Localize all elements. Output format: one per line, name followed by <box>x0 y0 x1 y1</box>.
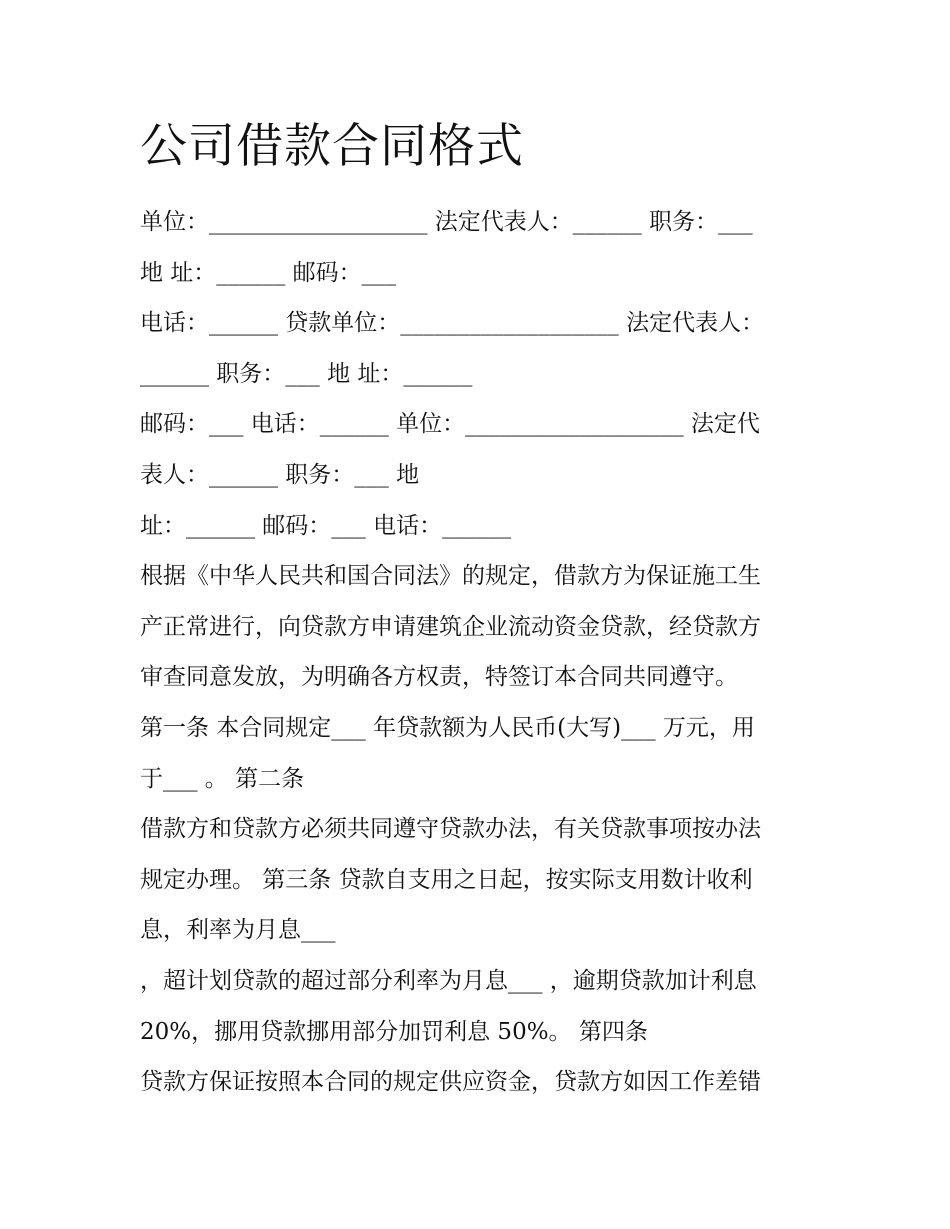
text-line-article-3b: ，超计划贷款的超过部分利率为月息___ ，逾期贷款加计利息 <box>140 967 757 994</box>
text-line-article-3a: 息，利率为月息___ <box>140 917 336 944</box>
text-line-party-b-title: ______ 职务：___ 地 址：______ <box>140 360 473 387</box>
text-line-party-c-title: 表人：______ 职务：___ 地 <box>140 461 420 488</box>
text-line-party-a-unit: 单位：___________________ 法定代表人：______ 职务：___ <box>140 209 753 235</box>
text-line-party-c-address: 址：______ 邮码：___ 电话：______ <box>140 512 512 539</box>
text-line-article-2a: 借款方和贷款方必须共同遵守贷款办法，有关贷款事项按办法 <box>140 816 761 843</box>
text-line-article-3c: 20%，挪用贷款挪用部分加罚利息 50%。 第四条 <box>140 1018 648 1045</box>
document-title: 公司借款合同格式 <box>140 119 524 174</box>
text-line-preamble-1: 根据《中华人民共和国合同法》的规定，借款方为保证施工生 <box>140 563 761 590</box>
text-line-party-a-address: 地 址：______ 邮码：___ <box>140 259 397 286</box>
document-body <box>140 197 830 1108</box>
text-line-party-b-unit: 电话：______ 贷款单位：___________________ 法定代表人： <box>140 310 765 337</box>
text-line-article-1a: 第一条 本合同规定___ 年贷款额为人民币(大写)___ 万元，用 <box>140 714 755 741</box>
text-line-article-2b: 规定办理。 第三条 贷款自支用之日起，按实际支用数计收利 <box>140 866 753 893</box>
text-line-preamble-2: 产正常进行，向贷款方申请建筑企业流动资金贷款，经贷款方 <box>140 613 761 640</box>
text-line-article-1b: 于___ 。 第二条 <box>140 765 305 792</box>
text-line-party-c-unit: 邮码：___ 电话：______ 单位：___________________ 法定代 <box>140 411 760 438</box>
text-line-article-4a: 贷款方保证按照本合同的规定供应资金，贷款方如因工作差错 <box>140 1069 761 1096</box>
text-line-preamble-3: 审查同意发放，为明确各方权责，特签订本合同共同遵守。 <box>140 664 738 691</box>
